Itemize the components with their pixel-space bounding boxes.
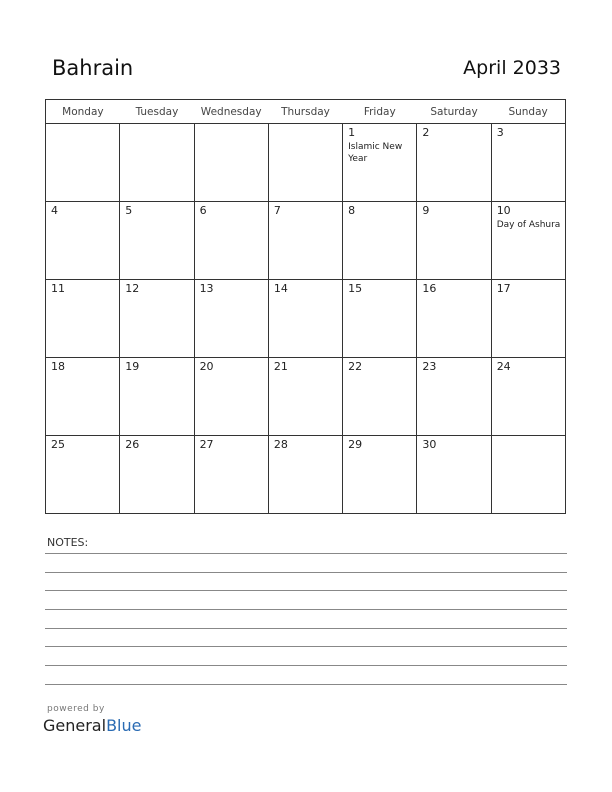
day-number: 26 xyxy=(125,438,140,451)
day-cell xyxy=(343,436,417,514)
day-number: 29 xyxy=(348,438,363,451)
day-number: 11 xyxy=(51,282,65,295)
weekday-sunday: Sunday xyxy=(491,100,565,124)
day-number: 25 xyxy=(51,438,65,451)
day-number: 6 xyxy=(199,204,207,217)
day-number: 16 xyxy=(422,282,437,295)
day-number: 1 xyxy=(348,126,356,139)
day-number: 22 xyxy=(348,360,363,373)
day-cell xyxy=(46,280,120,358)
weekday-wednesday: Wednesday xyxy=(194,100,268,124)
day-cell xyxy=(491,358,565,436)
day-cell xyxy=(491,124,565,202)
day-cell xyxy=(268,358,342,436)
day-cell xyxy=(46,436,120,514)
calendar-grid xyxy=(45,99,566,514)
generalblue-logo xyxy=(43,716,141,735)
day-number: 28 xyxy=(273,438,288,451)
month-year-title: April 2033 xyxy=(463,57,561,79)
day-number: 20 xyxy=(199,360,214,373)
week-row xyxy=(46,280,566,358)
day-number: 30 xyxy=(422,438,437,451)
day-cell xyxy=(120,358,194,436)
day-cell xyxy=(417,436,491,514)
day-number: 17 xyxy=(496,282,511,295)
day-cell xyxy=(343,202,417,280)
day-number: 9 xyxy=(422,204,430,217)
note-line xyxy=(45,553,567,554)
note-line xyxy=(45,684,567,685)
weekday-monday: Monday xyxy=(46,100,120,124)
day-number: 7 xyxy=(273,204,281,217)
note-line xyxy=(45,590,567,591)
day-cell xyxy=(268,202,342,280)
day-number: 21 xyxy=(273,360,288,373)
day-number: 27 xyxy=(199,438,214,451)
weekday-saturday: Saturday xyxy=(417,100,491,124)
note-line xyxy=(45,609,567,610)
country-title: Bahrain xyxy=(52,56,134,80)
day-number: 23 xyxy=(422,360,437,373)
day-cell xyxy=(194,124,268,202)
day-cell xyxy=(46,358,120,436)
week-row xyxy=(46,124,566,202)
day-number: 2 xyxy=(422,126,430,139)
day-cell xyxy=(194,280,268,358)
day-number: 13 xyxy=(199,282,214,295)
day-number: 3 xyxy=(496,126,504,139)
day-cell xyxy=(417,358,491,436)
day-number: 15 xyxy=(348,282,363,295)
day-number: 8 xyxy=(348,204,356,217)
day-number: 5 xyxy=(125,204,133,217)
note-line xyxy=(45,646,567,647)
day-cell xyxy=(491,202,565,280)
note-line xyxy=(45,665,567,666)
day-cell xyxy=(268,280,342,358)
day-cell xyxy=(120,280,194,358)
week-row xyxy=(46,358,566,436)
day-cell xyxy=(417,280,491,358)
weekday-tuesday: Tuesday xyxy=(120,100,194,124)
powered-by-text: powered by xyxy=(47,704,105,714)
week-row xyxy=(46,436,566,514)
note-line xyxy=(45,572,567,573)
day-cell xyxy=(120,436,194,514)
day-cell xyxy=(343,280,417,358)
day-cell xyxy=(194,202,268,280)
day-number: 10 xyxy=(496,204,511,217)
weekday-header-row xyxy=(46,100,566,124)
day-number: 12 xyxy=(125,282,140,295)
brand-blue: Blue xyxy=(106,716,142,735)
brand-general: General xyxy=(43,716,107,735)
holiday-label: Islamic New Year xyxy=(348,142,403,164)
weekday-thursday: Thursday xyxy=(268,100,342,124)
day-cell xyxy=(491,436,565,514)
day-cell xyxy=(417,124,491,202)
day-number: 4 xyxy=(51,204,58,217)
weekday-friday: Friday xyxy=(343,100,417,124)
day-cell xyxy=(46,202,120,280)
day-number: 14 xyxy=(273,282,288,295)
holiday-label: Day of Ashura xyxy=(496,220,561,230)
day-cell xyxy=(194,436,268,514)
day-cell xyxy=(46,124,120,202)
day-cell xyxy=(120,124,194,202)
notes-label: NOTES: xyxy=(47,536,89,549)
day-cell xyxy=(120,202,194,280)
day-cell xyxy=(268,436,342,514)
day-number: 18 xyxy=(51,360,65,373)
day-cell xyxy=(417,202,491,280)
day-number: 19 xyxy=(125,360,140,373)
day-cell xyxy=(343,358,417,436)
day-cell xyxy=(194,358,268,436)
note-line xyxy=(45,628,567,629)
day-cell xyxy=(343,124,417,202)
day-number: 24 xyxy=(496,360,511,373)
day-cell xyxy=(268,124,342,202)
week-row xyxy=(46,202,566,280)
day-cell xyxy=(491,280,565,358)
